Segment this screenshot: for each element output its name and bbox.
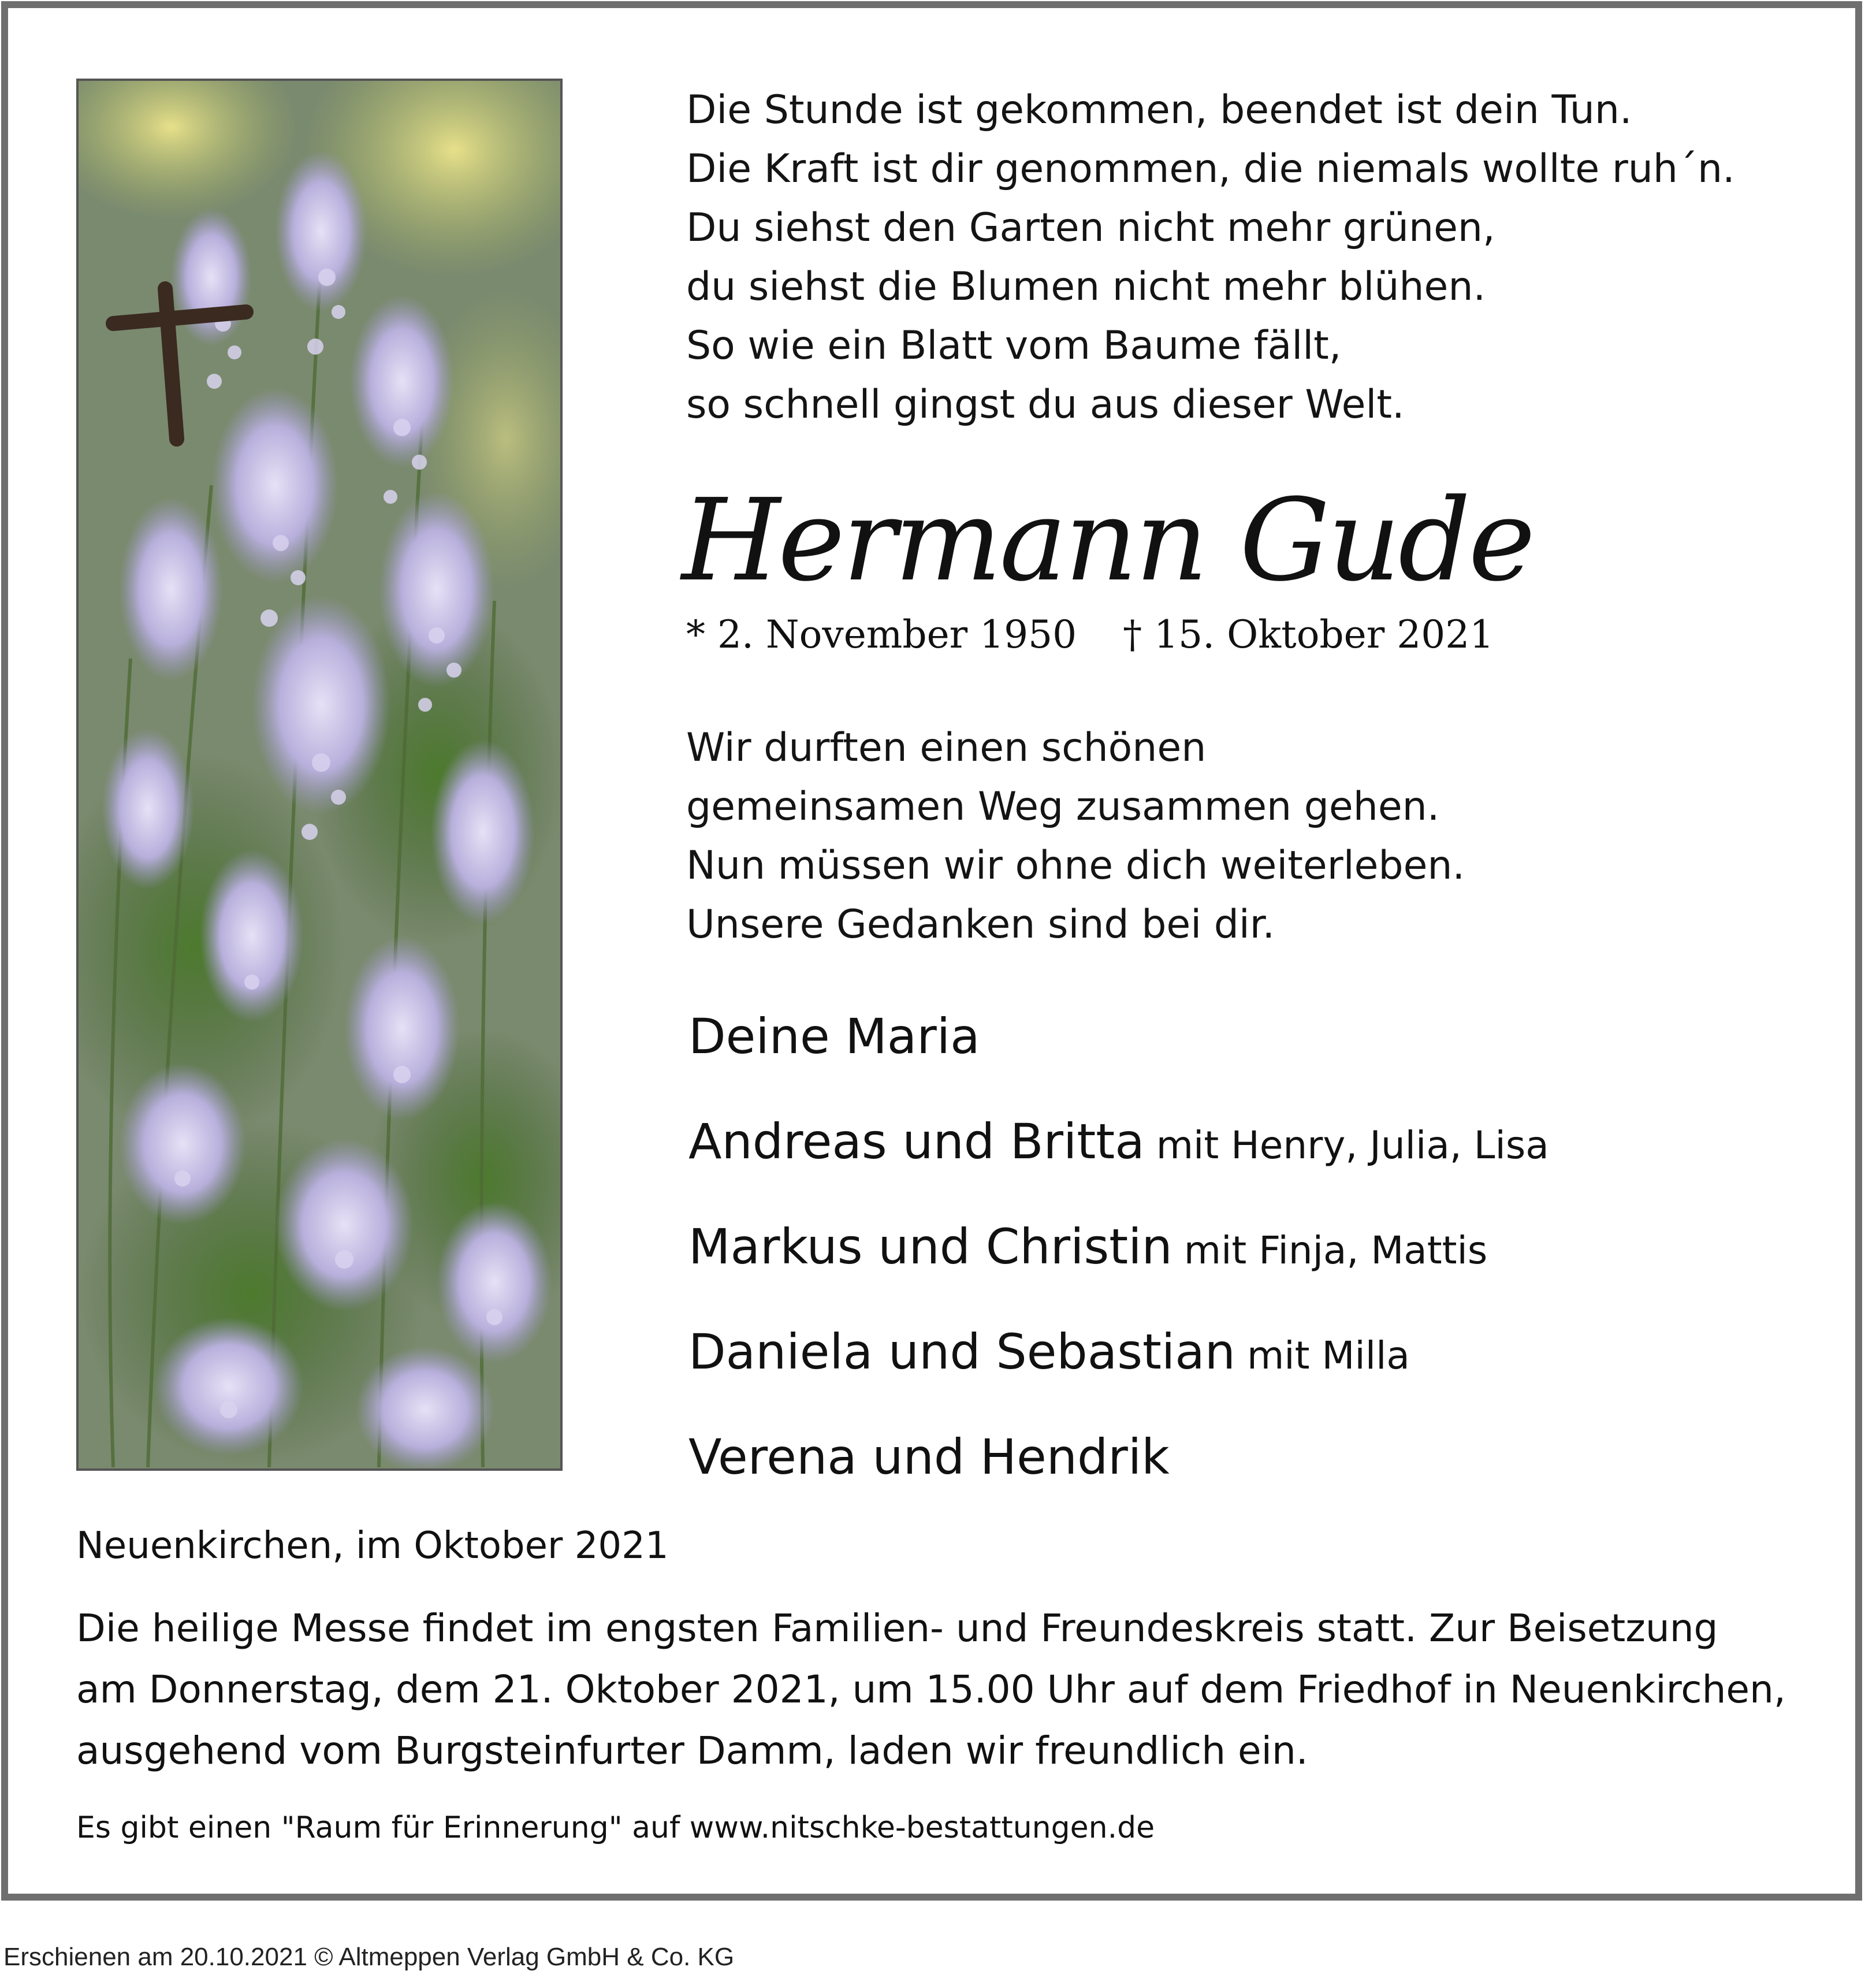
poem-line: Die Stunde ist gekommen, beendet ist dein Tun. [686, 87, 1632, 133]
mourner-entry [688, 1422, 1549, 1527]
poem-line: Du siehst den Garten nicht mehr grünen, [686, 205, 1495, 251]
mourner-name: Markus und Christin [688, 1218, 1172, 1275]
publication-footer: Erschienen am 20.10.2021 © Altmeppen Verlag GmbH & Co. KG [3, 1943, 735, 1971]
place-and-date: Neuenkirchen, im Oktober 2021 [76, 1525, 669, 1567]
poem-line: So wie ein Blatt vom Baume fällt, [686, 323, 1342, 369]
poem-line: du siehst die Blumen nicht mehr blühen. [686, 264, 1486, 310]
mourner-name: Andreas und Britta [688, 1113, 1145, 1170]
mourner-entry [688, 1212, 1549, 1317]
mourner-name: Verena und Hendrik [688, 1429, 1170, 1485]
verse-line: gemeinsamen Weg zusammen gehen. [686, 784, 1440, 830]
memorial-website-note: Es gibt einen "Raum für Erinnerung" auf www.nitschke-bestattungen.de [76, 1810, 1155, 1845]
verse-line: Wir durften einen schönen [686, 725, 1207, 771]
mourner-entry [688, 1107, 1549, 1212]
notice-line: am Donnerstag, dem 21. Oktober 2021, um 15.00 Uhr auf dem Friedhof in Neuenkirchen, [76, 1667, 1786, 1712]
mourner-children: mit Henry, Julia, Lisa [1156, 1123, 1549, 1168]
lavender-field-image [79, 81, 560, 1468]
mourner-entry [688, 1317, 1549, 1422]
death-date: † 15. Oktober 2021 [1123, 612, 1494, 657]
deceased-name: Hermann Gude [682, 475, 1533, 607]
mourner-children: mit Milla [1246, 1333, 1410, 1378]
verse-line: Nun müssen wir ohne dich weiterleben. [686, 843, 1465, 888]
mourners-list [688, 1002, 1549, 1527]
flower-cross-photo [76, 79, 563, 1471]
opening-poem [686, 81, 1735, 434]
poem-line: Die Kraft ist dir genommen, die niemals wollte ruh´n. [686, 146, 1735, 192]
remembrance-verse [686, 719, 1465, 954]
notice-line: Die heilige Messe findet im engsten Familien- und Freundeskreis statt. Zur Beisetzung [76, 1606, 1718, 1650]
notice-line: ausgehend vom Burgsteinfurter Damm, laden wir freundlich ein. [76, 1728, 1308, 1773]
mourner-name: Daniela und Sebastian [688, 1323, 1235, 1380]
life-dates [686, 609, 1494, 661]
funeral-notice [76, 1598, 1786, 1782]
verse-line: Unsere Gedanken sind bei dir. [686, 902, 1275, 947]
birth-date: * 2. November 1950 [686, 612, 1077, 657]
poem-line: so schnell gingst du aus dieser Welt. [686, 382, 1405, 427]
mourner-name: Deine Maria [688, 1008, 980, 1065]
obituary-frame [1, 1, 1862, 1901]
mourner-entry [688, 1002, 1549, 1107]
mourner-children: mit Finja, Mattis [1183, 1228, 1488, 1273]
